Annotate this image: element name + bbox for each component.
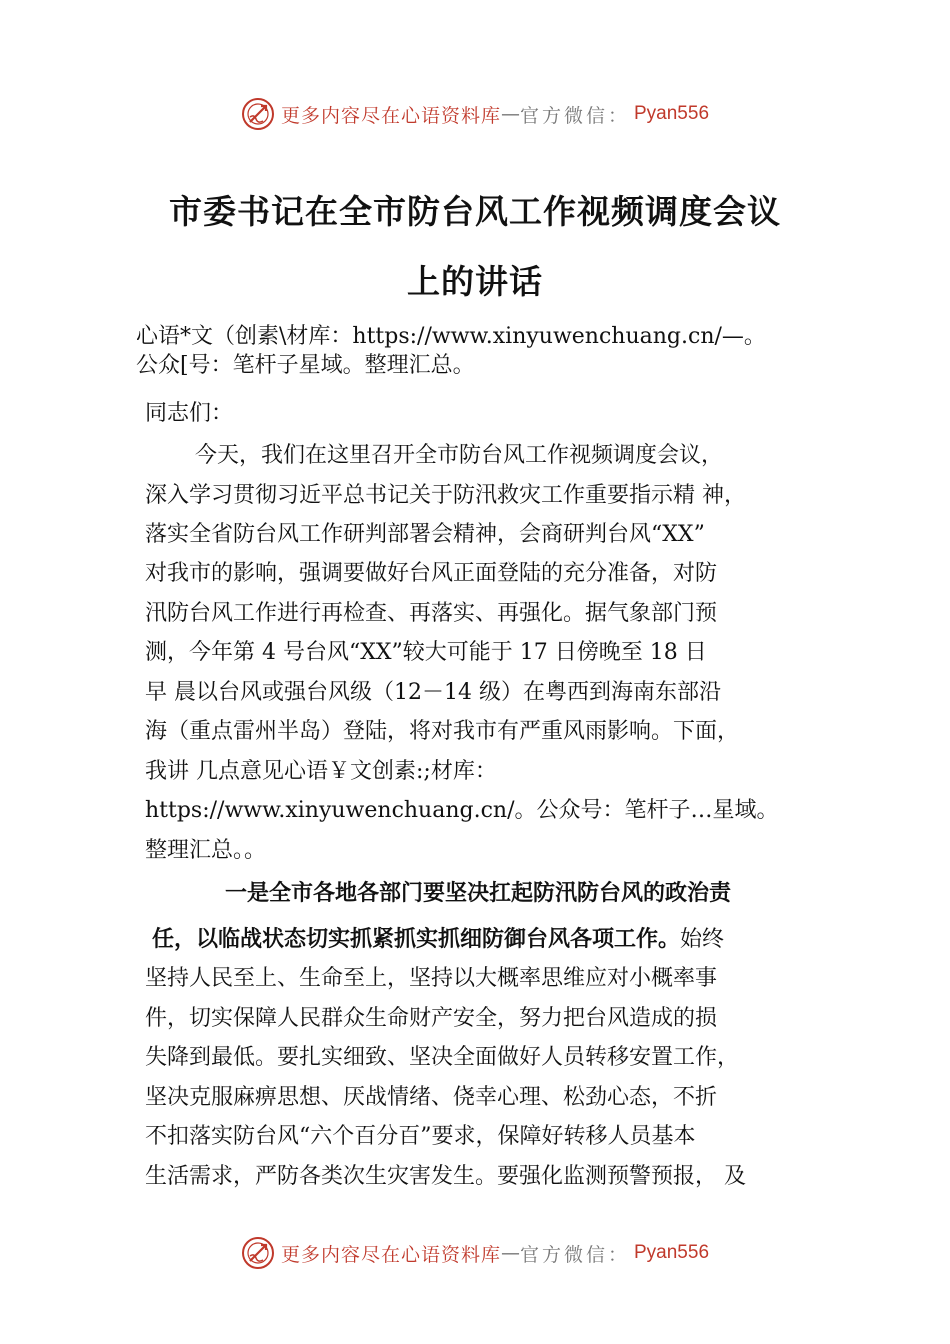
greeting: 同志们： [145,401,234,426]
document-title-line2: 上的讲话 [407,262,543,301]
paragraph-line: 我讲 几点意见心语￥文创素:;材库： [145,759,497,784]
watermark-brand-text: 更多内容尽在心语资料库 [280,104,501,127]
section-heading-line2-rest: 始终 [680,927,725,952]
paragraph-line: 测，今年第 4 号台风“XX”较大可能于 17 日傍晚至 18 日 [145,640,707,665]
paragraph-line: 对我市的影响，强调要做好台风正面登陆的充分准备，对防 [145,561,718,586]
paragraph-line: 今天，我们在这里召开全市防台风工作视频调度会议， [195,443,724,468]
paragraph-line: 海（重点雷州半岛）登陆，将对我市有严重风雨影响。下面， [145,719,740,744]
section-heading-line2 [152,925,724,955]
watermark-banner-bottom [0,1233,950,1273]
paragraph-line: 生活需求，严防各类次生灾害发生。要强化监测预警预报， 及 [145,1164,746,1189]
paragraph-line: 不扣落实防台风“六个百分百”要求，保障好转移人员基本 [145,1124,696,1149]
paragraph-line: 整理汇总。。 [145,838,267,863]
paragraph-line: https://www.xinyuwenchuang.cn/。公众号：笔杆子…星域。 [145,798,779,823]
brand-logo-icon [241,1236,275,1270]
paragraph-line: 汛防台风工作进行再检查、再落实、再强化。据气象部门预 [145,601,718,626]
watermark-wechat-id: Pyan556 [634,103,710,124]
paragraph-line: 早 晨以台风或强台风级（12－14 级）在粤西到海南东部沿 [145,680,721,705]
paragraph-line: 件，切实保障人民群众生命财产安全，努力把台风造成的损 [145,1006,718,1031]
watermark-brand-text: 更多内容尽在心语资料库 [280,1243,501,1266]
brand-logo-icon [241,97,275,131]
watermark-dash: — [500,103,520,125]
watermark-label: 官方微信： [519,104,630,127]
paragraph-line: 坚持人民至上、生命至上，坚持以大概率思维应对小概率事 [145,966,718,991]
watermark-banner-top [0,94,950,134]
paragraph-line: 深入学习贯彻习近平总书记关于防汛救灾工作重要指示精 神， [145,483,746,508]
section-heading-line1: 一是全市各地各部门要坚决扛起防汛防台风的政治责 [225,881,732,906]
watermark-wechat-id: Pyan556 [634,1242,710,1263]
paragraph-line: 坚决克服麻痹思想、厌战情绪、侥幸心理、松劲心态，不折 [145,1085,718,1110]
source-note-line2: 公众[号：笔杆子星域。整理汇总。 [136,353,475,378]
paragraph-line: 落实全省防台风工作研判部署会精神，会商研判台风“XX” [145,522,705,547]
paragraph-line: 失降到最低。要扎实细致、坚决全面做好人员转移安置工作， [145,1045,740,1070]
source-note-line1: 心语*文（创素\材库：https://www.xinyuwenchuang.cn/—。 [136,324,766,349]
watermark-label: 官方微信： [519,1243,630,1266]
watermark-dash: — [500,1242,520,1264]
document-title-line1: 市委书记在全市防台风工作视频调度会议 [169,192,781,231]
section-heading-line2-bold: 任，以临战状态切实抓紧抓实抓细防御台风各项工作。 [152,927,681,952]
